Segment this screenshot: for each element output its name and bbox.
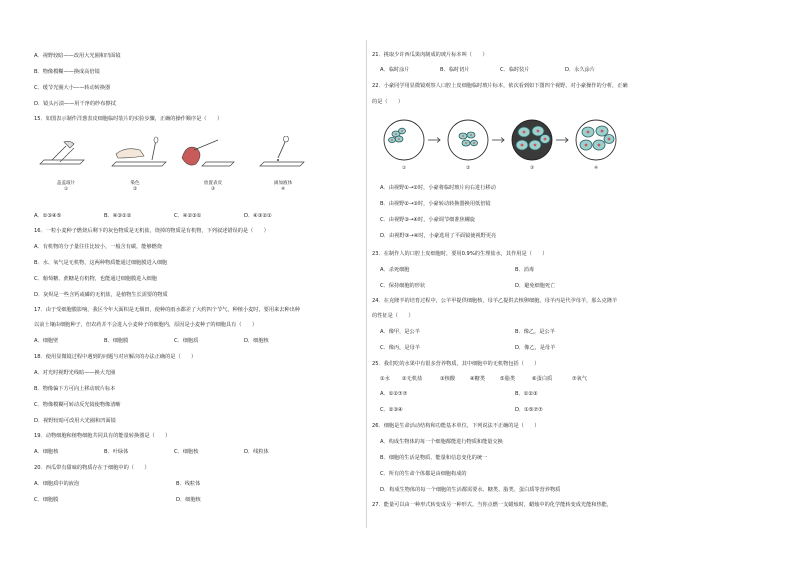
q19-option-c: C．细胞核 [174,449,199,455]
q22-view1-num: ① [401,166,407,171]
q22-view4-num: ④ [593,166,599,171]
q25-stem: 25．我们吃的水果中有很多营养物质，其中细胞中的无机物包括（ ） [372,361,540,367]
view2-circle [448,120,488,160]
q19-option-b: B．叶绿体 [104,449,129,455]
q15-step4-caption: 滴加液体 [273,181,293,186]
q26-option-b: B．细胞的生活是物质、能量和信息变化的统一 [380,455,488,461]
q16-option-b: B．水、氧气是无机物，这两种物质能通过细胞膜进入细胞 [34,260,168,266]
q17-option-d: D．细胞核 [244,338,269,344]
q24-option-d: D．像乙，是母羊 [515,345,556,351]
q14-option-d: D．镜头污渍——用干净的纱布擦拭 [34,101,116,107]
q15-step1-caption: 盖盖玻片 [56,181,76,186]
q24-stem-line2: 的性征是（ ） [372,313,414,319]
q15-steps-figure [34,136,334,172]
q21-option-d: D．永久涂片 [565,67,595,73]
q24-stem-line1: 24．在克隆羊的培育过程中，公羊甲提供细胞核，母羊乙提供去核卵细胞，母羊丙是代孕母羊，那么克隆羊 [372,298,618,304]
q18-option-c: C．物像模糊可转动反光镜使物像清晰 [34,402,121,408]
q22-option-b: B．由视野②→③时，小豪转动转换器换用低倍镜 [380,201,491,207]
q15-step2-num: ② [132,187,138,192]
q18-option-b: B．物像偏下方可向上移动玻片标本 [34,386,116,392]
q22-option-c: C．由视野③→④时，小豪调节细准焦螺旋 [380,217,476,223]
q19-stem: 19．动物细胞和植物细胞共同具有的能量转换器是（ ） [34,433,171,439]
q26-option-d: D．构成生物体的每一个细胞的生活都需要水、糖类、脂类、蛋白质等营养物质 [380,487,561,493]
q22-option-a: A．由视野①→②时，小豪将临时玻片向右进行移动 [380,185,496,191]
q24-option-c: C．像丙，是母羊 [380,345,420,351]
q20-option-d: D．细胞核 [176,497,201,503]
drip-liquid-step-icon [260,136,304,166]
q17-option-a: A．细胞壁 [34,338,59,344]
q25-option-b: B．①②③ [515,391,538,397]
q19-option-a: A．细胞核 [34,449,59,455]
q18-stem: 18．使用显微镜过程中遇到的问题与对应解决的办法正确的是（ ） [34,354,197,360]
place-epidermis-step-icon [182,140,234,166]
q23-option-c: C．保持细胞的形状 [380,283,426,289]
q23-option-d: D．避免细胞死亡 [515,283,556,289]
q25-option-c: C．②③④ [380,407,403,413]
q23-option-b: B．消毒 [515,267,535,273]
q15-option-b: B．④③①② [104,213,132,219]
q26-option-c: C．所有的生命个体都是由细胞构成的 [380,471,467,477]
column-divider [366,40,367,528]
q15-step3-num: ③ [210,187,216,192]
q25-option-d: D．①⑤⑦⑦ [515,407,543,413]
q25-item-4: ④糖类 [470,376,486,382]
q21-option-a: A．临时涂片 [380,67,410,73]
q17-option-c: C．细胞质 [174,338,199,344]
q21-option-c: C．临时装片 [500,67,530,73]
q14-option-c: C．缓节光圈大小——转动转换器 [34,85,111,91]
q22-microscope-views-figure [378,118,648,162]
q17-stem-line2: 以前土壤由细胞种子，但农药并不会进入小麦种子的细胞内，原因是小麦种子的细胞具有（ ） [34,322,258,328]
q15-stem: 15．如图表示制作洋葱表皮细胞临时装片的实验步骤，正确的操作顺序是（ ） [34,116,223,122]
q25-item-1: ①水 [380,376,390,382]
q25-item-5: ⑤脂类 [500,376,516,382]
q23-stem: 23．在制作人的口腔上皮细胞时，要用0.9%的生理盐水，其作用是（ ） [372,251,548,257]
q24-option-a: A．像甲，是公羊 [380,329,420,335]
q17-option-b: B．细胞膜 [104,338,129,344]
q22-option-d: D．由视野③→④时，小豪选用了平面镜使视野更亮 [380,233,497,239]
q18-option-d: D．视野较暗可改用大光圈和凹面镜 [34,418,116,424]
q20-stem: 20．西瓜带有甜味的物质存在于细胞中的（ ） [34,465,150,471]
q16-option-d: D．灰烬是一些含钙或磷的无机盐，是植物生长需要的物质 [34,292,168,298]
view1-circle [384,120,424,160]
q22-stem-line2: 的是（ ） [372,99,404,105]
q15-step4-num: ④ [280,187,286,192]
q25-item-2: ②无机盐 [402,376,423,382]
q23-option-a: A．杀死细胞 [380,267,410,273]
q22-view3-num: ③ [529,166,535,171]
q14-option-b: B．物像模糊——换成高倍镜 [34,69,100,75]
q20-option-c: C．细胞膜 [34,497,59,503]
q25-item-6: ⑥蛋白质 [532,376,553,382]
q18-option-a: A．对光时视野光线暗——换大光圈 [34,370,116,376]
coverslip-step-icon [40,141,84,164]
stain-step-icon [112,137,166,166]
q21-stem: 21．挑取少许西瓜果肉制成的玻片标本叫（ ） [372,52,488,58]
q16-stem: 16．一粒小麦种子燃烧后剩下的灰色物质是无机盐，烧掉的物质是有机物，下列叙述错误的是（ ） [34,228,269,234]
q15-step3-caption: 放置表皮 [203,181,223,186]
q15-step2-caption: 染色 [130,181,140,186]
q22-stem-line1: 22．小豪同学用显微镜观察人口腔上皮细胞临时玻片标本，依次看到如下图四个视野。对小豪操作的分析，正确 [372,83,628,89]
q26-stem: 26．细胞是生命活动结构和功能基本单位，下列说法不正确的是（ ） [372,423,540,429]
q25-option-a: A．①②⑦⑦ [380,391,408,397]
q15-step1-num: ① [63,187,69,192]
q15-option-d: D．④③②① [244,213,272,219]
q22-view2-num: ② [465,166,471,171]
q25-item-7: ⑦氧气 [572,376,588,382]
q25-item-3: ③核酸 [440,376,456,382]
view3-circle [512,120,552,160]
q21-option-b: B．临时切片 [440,67,470,73]
q20-option-a: A．细胞质中的液泡 [34,481,80,487]
q16-option-c: C．葡萄糖、蔗糖是有机物，也能通过细胞膜进入细胞 [34,276,157,282]
q15-option-a: A．①③④⑤ [34,213,62,219]
q17-stem-line1: 17．由于受细胞膜影响，我区今年大面积是无烟田，使种的雨水都差了大约四个节气，种植小麦时，要用来去种出种 [34,307,300,313]
view4-circle [576,120,616,160]
q27-stem: 27．能量可以由一种形式转变成另一种形式。当你点燃一支蜡烛时，蜡烛中的化学能转变成光能和热能， [372,502,613,508]
q19-option-d: D．线粒体 [244,449,269,455]
q15-option-c: C．④②③① [174,213,202,219]
q16-option-a: A．有机物的分子量往往比较小，一般含有碳，能够燃烧 [34,244,163,250]
q14-option-a: A．视野较暗——改用大光圈和凹面镜 [34,53,121,59]
q24-option-b: B．像乙，是公羊 [515,329,555,335]
q20-option-b: B．线粒体 [176,481,201,487]
q26-option-a: A．构成生物体的每一个细胞都能进行物质和能量交换 [380,439,503,445]
